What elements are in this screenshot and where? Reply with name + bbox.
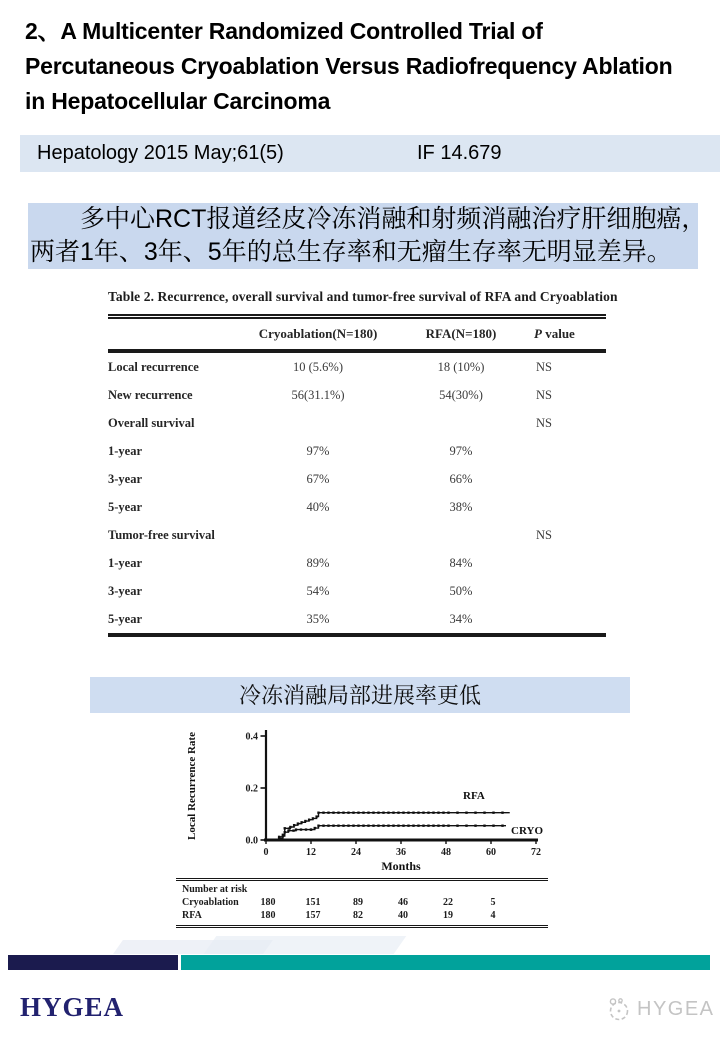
- risk-value: 19: [443, 910, 453, 921]
- table-cell: NS: [536, 527, 552, 542]
- summary-line-2: 两者1年、3年、5年的总生存率和无瘤生存率无明显差异。: [30, 238, 672, 266]
- table-cell: [394, 521, 528, 549]
- risk-row: [176, 909, 548, 922]
- table-cell: 5-year: [108, 499, 143, 514]
- svg-text:60: 60: [486, 847, 496, 858]
- table-cell: 67%: [306, 471, 330, 486]
- svg-text:72: 72: [531, 847, 541, 858]
- table-cell: Overall survival: [108, 415, 195, 430]
- risk-row: [176, 896, 548, 909]
- table-cell: [528, 465, 606, 493]
- local-recurrence-chart: [180, 722, 560, 882]
- summary-box: [28, 203, 707, 269]
- results-table: [108, 314, 606, 637]
- table-cell: 5-year: [108, 611, 143, 626]
- footer-bar-teal: [181, 955, 710, 970]
- table-row: [108, 493, 606, 521]
- table-cell: 3-year: [108, 471, 143, 486]
- table-cell: 1-year: [108, 443, 143, 458]
- col-p-value: P value: [528, 317, 606, 352]
- journal-bar: [20, 135, 720, 172]
- table-header-row: [108, 317, 606, 352]
- table-cell: 38%: [449, 499, 473, 514]
- table-cell: 50%: [449, 583, 473, 598]
- table-cell: 56(31.1%): [291, 387, 345, 402]
- hygea-watermark-icon: [606, 996, 632, 1022]
- table-cell: 1-year: [108, 555, 143, 570]
- table-cell: [528, 577, 606, 605]
- svg-text:RFA: RFA: [463, 790, 485, 802]
- risk-row: [176, 883, 548, 896]
- table-row: [108, 381, 606, 409]
- title-line-1: 2、A Multicenter Randomized Controlled Trial of: [25, 18, 543, 44]
- svg-text:Local Recurrence Rate: Local Recurrence Rate: [186, 732, 198, 840]
- table-cell: NS: [536, 359, 552, 374]
- table-cell: 66%: [449, 471, 473, 486]
- journal-citation: Hepatology 2015 May;61(5): [37, 142, 284, 164]
- risk-value: 180: [260, 910, 276, 921]
- risk-value: 46: [398, 897, 408, 908]
- table-row: [108, 549, 606, 577]
- summary-line-1: 多中心RCT报道经皮冷冻消融和射频消融治疗肝细胞癌，: [80, 205, 707, 233]
- svg-text:48: 48: [441, 847, 451, 858]
- risk-row-label: RFA: [182, 910, 202, 921]
- table-cell: Tumor-free survival: [108, 527, 215, 542]
- table-cell: 35%: [306, 611, 330, 626]
- table-cell: Local recurrence: [108, 359, 199, 374]
- hygea-logo-text: HYGEA: [20, 992, 125, 1022]
- table-cell: 18 (10%): [437, 359, 485, 374]
- table-cell: 10 (5.6%): [293, 359, 343, 374]
- watermark-text: HYGEA: [637, 997, 715, 1020]
- page-title: [25, 14, 710, 119]
- table-cell: 54%: [306, 583, 330, 598]
- risk-value: 151: [305, 897, 321, 908]
- table-cell: [394, 409, 528, 437]
- paper-table-figure: [108, 289, 618, 637]
- table-cell: 84%: [449, 555, 473, 570]
- table-cell: 54(30%): [439, 387, 483, 402]
- risk-value: 89: [353, 897, 363, 908]
- table-row: [108, 351, 606, 381]
- table-row: [108, 465, 606, 493]
- table-cell: New recurrence: [108, 387, 193, 402]
- col-rfa: RFA(N=180): [394, 317, 528, 352]
- risk-value: 82: [353, 910, 363, 921]
- svg-text:0: 0: [263, 847, 269, 858]
- svg-text:0.4: 0.4: [245, 731, 258, 743]
- table-title: Table 2. Recurrence, overall survival and tumor-free survival of RFA and Cryoablation: [108, 289, 618, 304]
- col-empty: [108, 317, 242, 352]
- table-cell: 34%: [449, 611, 473, 626]
- number-at-risk-table: [176, 878, 548, 928]
- risk-value: 5: [490, 897, 496, 908]
- table-row: [108, 437, 606, 465]
- chart-section-header: 冷冻消融局部进展率更低: [90, 677, 630, 713]
- footer-bar-navy: [8, 955, 178, 970]
- title-line-2: Percutaneous Cryoablation Versus Radiofrequency Ablation: [25, 53, 673, 79]
- table-cell: [528, 437, 606, 465]
- table-cell: [242, 521, 394, 549]
- risk-row-label: Cryoablation: [182, 897, 239, 908]
- svg-text:24: 24: [351, 847, 361, 858]
- table-cell: [528, 493, 606, 521]
- svg-text:0.2: 0.2: [245, 783, 258, 795]
- table-cell: [528, 549, 606, 577]
- risk-value: 180: [260, 897, 276, 908]
- footer-decoration-streak: [204, 936, 407, 954]
- table-cell: 97%: [449, 443, 473, 458]
- impact-factor: IF 14.679: [417, 142, 502, 164]
- table-cell: NS: [536, 415, 552, 430]
- table-cell: 89%: [306, 555, 330, 570]
- table-cell: 3-year: [108, 583, 143, 598]
- risk-value: 157: [305, 910, 321, 921]
- svg-text:Months: Months: [381, 859, 421, 873]
- table-row: [108, 577, 606, 605]
- risk-row-label: Number at risk: [182, 884, 248, 895]
- title-line-3: in Hepatocellular Carcinoma: [25, 88, 331, 114]
- table-cell: NS: [536, 387, 552, 402]
- risk-value: 40: [398, 910, 408, 921]
- hygea-watermark: [606, 996, 715, 1022]
- table-row: [108, 521, 606, 549]
- km-chart-svg: [180, 722, 560, 882]
- table-row: [108, 605, 606, 635]
- col-cryoablation: Cryoablation(N=180): [242, 317, 394, 352]
- table-cell: 40%: [306, 499, 330, 514]
- table-cell: [528, 605, 606, 635]
- risk-value: 4: [490, 910, 496, 921]
- svg-text:CRYO: CRYO: [511, 825, 544, 837]
- risk-value: 22: [443, 897, 453, 908]
- table-row: [108, 409, 606, 437]
- svg-text:12: 12: [306, 847, 316, 858]
- svg-text:0.0: 0.0: [245, 835, 258, 847]
- table-cell: [242, 409, 394, 437]
- table-cell: 97%: [306, 443, 330, 458]
- svg-text:36: 36: [396, 847, 406, 858]
